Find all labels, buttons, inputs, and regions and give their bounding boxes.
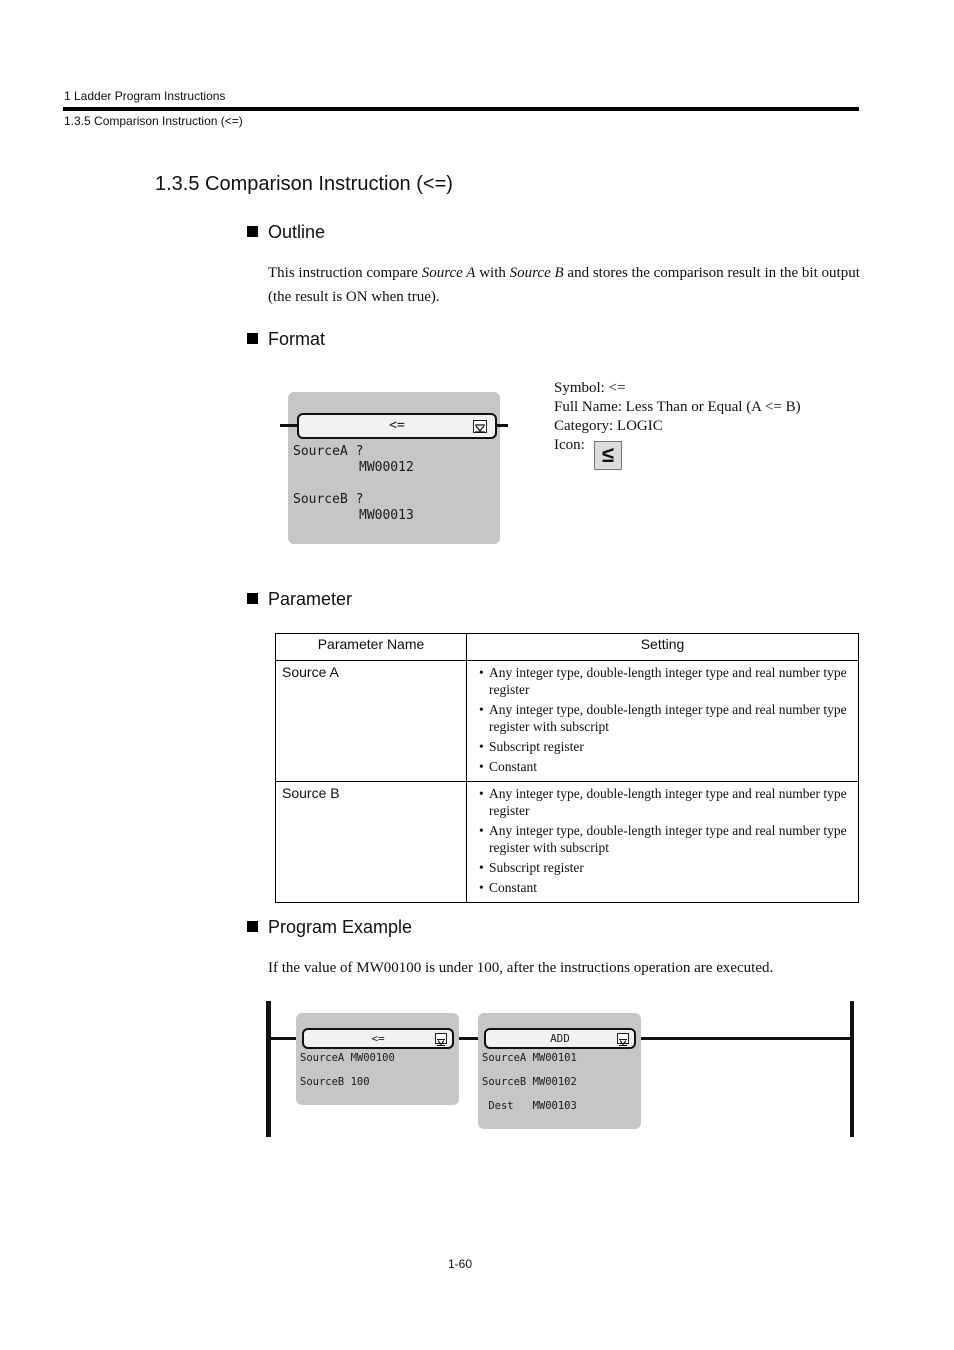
list-item: • Constant — [479, 879, 848, 896]
full-name-line: Full Name: Less Than or Equal (A <= B) — [554, 399, 801, 415]
format-heading — [247, 329, 325, 350]
param-setting-cell — [467, 661, 859, 782]
left-wire — [280, 424, 298, 427]
add-dest: Dest MW00103 — [482, 1100, 577, 1112]
parameter-heading — [247, 589, 352, 610]
add-block-title-bar — [484, 1028, 636, 1049]
list-item: • Any integer type, double-length integer type and real number type register — [479, 785, 848, 819]
format-source-a-label: SourceA ? — [293, 444, 364, 459]
program-example-heading — [247, 917, 412, 938]
list-item: • Any integer type, double-length integer type and real number type register with subscript — [479, 701, 848, 735]
program-example-paragraph: If the value of MW00100 is under 100, after the instructions operation are executed. — [268, 960, 774, 976]
compare-block-title-bar — [302, 1028, 454, 1049]
square-bullet-icon — [247, 921, 258, 932]
symbol-line: Symbol: <= — [554, 380, 626, 396]
section-title: 1.3.5 Comparison Instruction (<=) — [155, 173, 453, 195]
source-b-term: Source B — [509, 265, 564, 281]
list-item: • Any integer type, double-length integer type and real number type register — [479, 664, 848, 698]
square-bullet-icon — [247, 593, 258, 604]
format-source-a-value: MW00012 — [359, 460, 414, 475]
program-example-heading-label: Program Example — [268, 917, 413, 937]
running-header-section: 1.3.5 Comparison Instruction (<=) — [64, 114, 243, 128]
running-header-chapter: 1 Ladder Program Instructions — [64, 89, 226, 103]
list-item: • Subscript register — [479, 859, 848, 876]
format-source-b-value: MW00013 — [359, 508, 414, 523]
table-header-row — [276, 634, 859, 661]
param-name-cell: Source A — [276, 661, 467, 782]
outline-heading-label: Outline — [268, 222, 326, 242]
icon-line-label: Icon: — [554, 437, 585, 453]
outline-heading — [247, 222, 325, 243]
list-item: • Any integer type, double-length integer type and real number type register with subscript — [479, 822, 848, 856]
list-item: • Subscript register — [479, 738, 848, 755]
list-item: • Constant — [479, 758, 848, 775]
compare-block-label: <= — [371, 1032, 385, 1045]
parameter-table — [275, 633, 859, 903]
format-heading-label: Format — [268, 329, 326, 349]
parameter-heading-label: Parameter — [268, 589, 353, 609]
compare-source-b: SourceB 100 — [300, 1076, 370, 1088]
source-a-term: Source A — [421, 265, 476, 281]
outline-paragraph: This instruction compare Source A with Source B and stores the comparison result in the bit output (the result is ON when true). — [268, 265, 860, 305]
setting-list — [479, 785, 848, 896]
left-power-rail — [266, 1001, 271, 1137]
format-block-title-bar — [297, 413, 497, 439]
setting-list — [479, 664, 848, 775]
right-wire — [496, 424, 508, 427]
block-icon — [473, 420, 487, 433]
page-number: 1-60 — [448, 1257, 473, 1271]
format-source-b-label: SourceB ? — [293, 492, 364, 507]
format-info — [554, 379, 801, 455]
param-name-cell: Source B — [276, 782, 467, 903]
column-header-setting: Setting — [467, 634, 859, 661]
square-bullet-icon — [247, 333, 258, 344]
block-icon — [617, 1033, 629, 1044]
format-block-label: <= — [389, 418, 405, 433]
category-line: Category: LOGIC — [554, 418, 663, 434]
table-row — [276, 661, 859, 782]
add-source-b: SourceB MW00102 — [482, 1076, 577, 1088]
add-source-a: SourceA MW00101 — [482, 1052, 577, 1064]
param-setting-cell — [467, 782, 859, 903]
column-header-name: Parameter Name — [276, 634, 467, 661]
parameter-table-wrap — [275, 633, 859, 903]
less-equal-icon: ≤ — [594, 441, 622, 470]
add-block-label: ADD — [550, 1032, 570, 1045]
square-bullet-icon — [247, 226, 258, 237]
table-row — [276, 782, 859, 903]
header-rule — [63, 107, 859, 111]
right-power-rail — [850, 1001, 854, 1137]
block-icon — [435, 1033, 447, 1044]
compare-source-a: SourceA MW00100 — [300, 1052, 395, 1064]
